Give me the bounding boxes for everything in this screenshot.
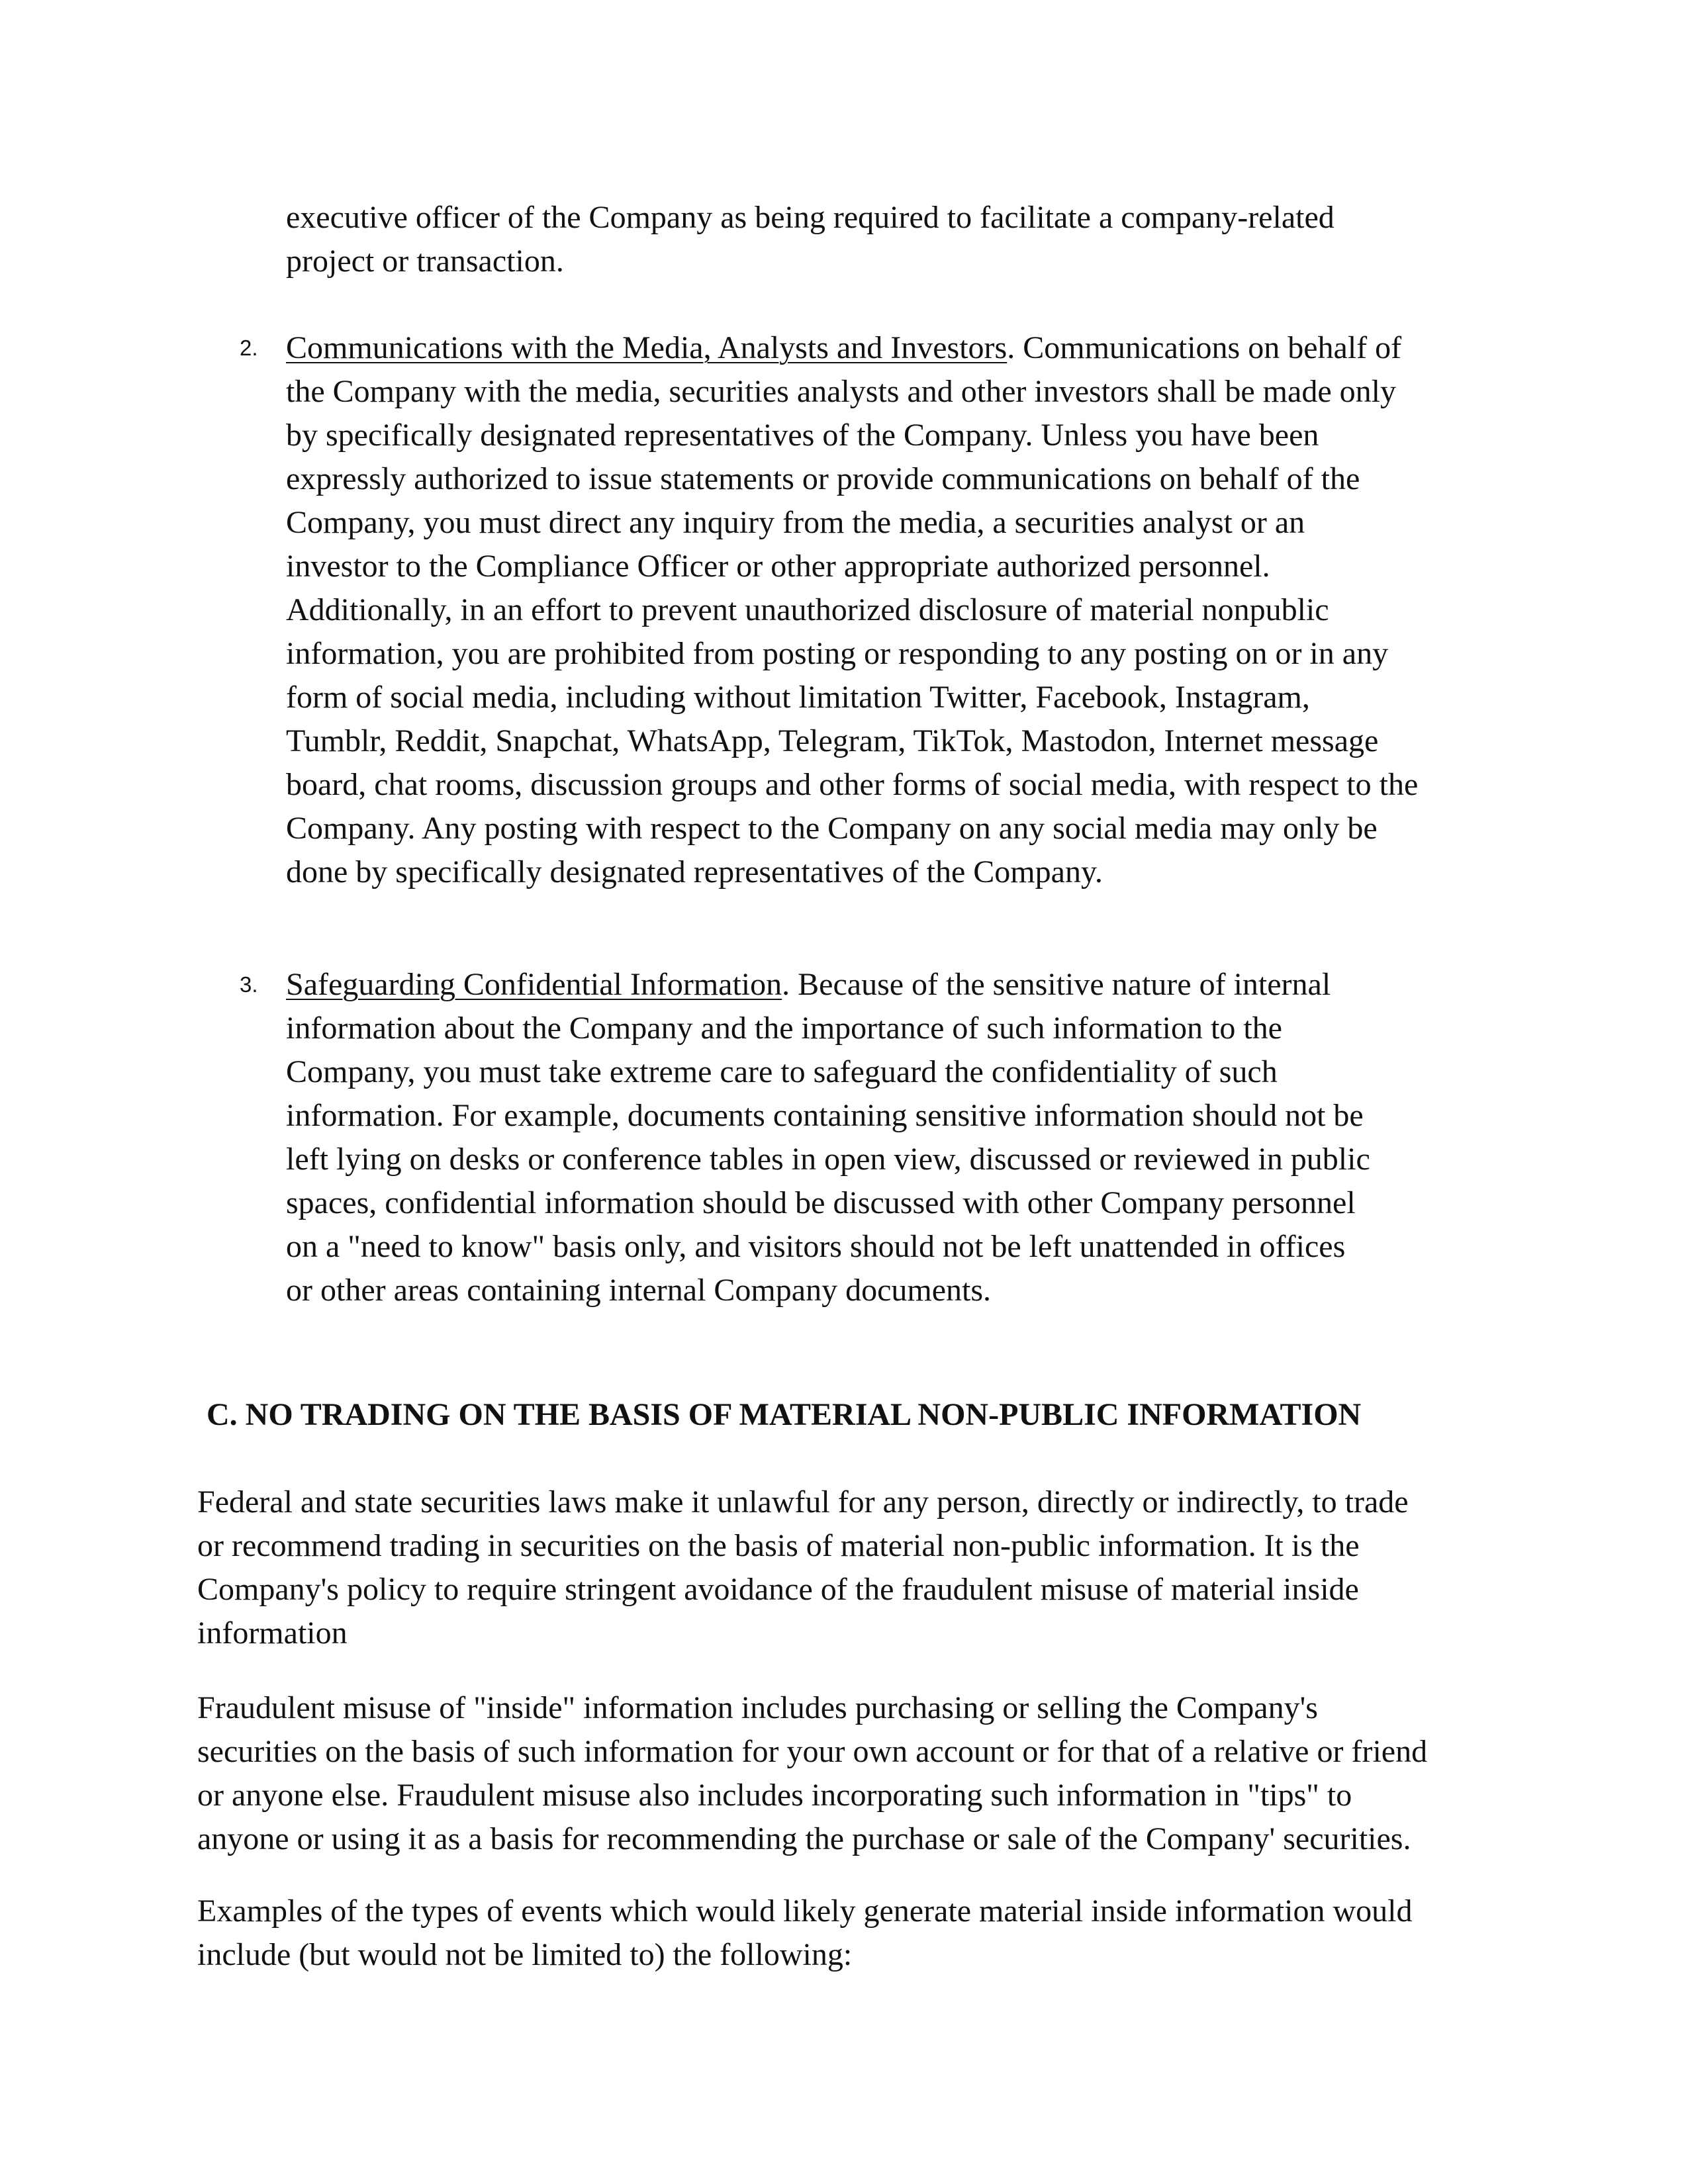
text-line: executive officer of the Company as being required to facilitate a company-related xyxy=(286,200,1335,235)
text-line: information xyxy=(197,1615,348,1651)
text-line: on a "need to know" basis only, and visitors should not be left unattended in offices xyxy=(286,1229,1346,1264)
text-line: or recommend trading in securities on the basis of material non-public information. It is the xyxy=(197,1528,1360,1563)
text-line: Tumblr, Reddit, Snapchat, WhatsApp, Telegram, TikTok, Mastodon, Internet message xyxy=(286,723,1379,758)
text-line: form of social media, including without limitation Twitter, Facebook, Instagram, xyxy=(286,680,1310,715)
text-line: information, you are prohibited from posting or responding to any posting on or in any xyxy=(286,636,1389,671)
text-line: investor to the Compliance Officer or other appropriate authorized personnel. xyxy=(286,549,1270,584)
body-paragraph xyxy=(197,1480,1409,1655)
text-line: Fraudulent misuse of "inside" information includes purchasing or selling the Company's xyxy=(197,1690,1318,1725)
text-line: Examples of the types of events which would likely generate material inside information would xyxy=(197,1893,1413,1929)
text-line: or anyone else. Fraudulent misuse also includes incorporating such information in "tips" to xyxy=(197,1778,1352,1813)
body-paragraph xyxy=(197,1686,1427,1861)
item-title: Safeguarding Confidential Information xyxy=(286,967,782,1002)
text-line: the Company with the media, securities analysts and other investors shall be made only xyxy=(286,374,1396,409)
item-first-line xyxy=(286,326,1418,370)
text-line: expressly authorized to issue statements or provide communications on behalf of the xyxy=(286,461,1360,496)
list-item-safeguarding-information xyxy=(286,963,1370,1312)
item-title: Communications with the Media, Analysts and Investors xyxy=(286,330,1008,365)
item-first-line-rest: . Communications on behalf of xyxy=(1007,330,1402,365)
text-line: Company. Any posting with respect to the Company on any social media may only be xyxy=(286,811,1378,846)
text-line: Company, you must direct any inquiry from the media, a securities analyst or an xyxy=(286,505,1305,540)
item-number: 3. xyxy=(240,972,258,997)
item-number: 2. xyxy=(240,336,258,360)
text-line: Company's policy to require stringent avoidance of the fraudulent misuse of material inside xyxy=(197,1572,1359,1607)
item-first-line xyxy=(286,963,1370,1007)
text-line: Company, you must take extreme care to safeguard the confidentiality of such xyxy=(286,1054,1278,1089)
section-heading: C. NO TRADING ON THE BASIS OF MATERIAL NON-PUBLIC INFORMATION xyxy=(207,1397,1362,1432)
text-line: by specifically designated representatives of the Company. Unless you have been xyxy=(286,418,1319,453)
text-line: project or transaction. xyxy=(286,244,564,279)
text-line: or other areas containing internal Company documents. xyxy=(286,1273,992,1308)
text-line: Additionally, in an effort to prevent unauthorized disclosure of material nonpublic xyxy=(286,592,1329,627)
text-line: Federal and state securities laws make it unlawful for any person, directly or indirectly, to trade xyxy=(197,1484,1409,1520)
continuation-paragraph xyxy=(286,196,1335,283)
text-line: done by specifically designated representatives of the Company. xyxy=(286,854,1103,889)
text-line: information about the Company and the importance of such information to the xyxy=(286,1011,1282,1046)
body-paragraph xyxy=(197,1889,1413,1977)
text-line: spaces, confidential information should be discussed with other Company personnel xyxy=(286,1185,1356,1220)
text-line: information. For example, documents containing sensitive information should not be xyxy=(286,1098,1364,1133)
text-line: board, chat rooms, discussion groups and other forms of social media, with respect to the xyxy=(286,767,1419,802)
text-line: include (but would not be limited to) the following: xyxy=(197,1937,853,1972)
list-item-media-communications xyxy=(286,326,1418,894)
item-first-line-rest: . Because of the sensitive nature of internal xyxy=(782,967,1331,1002)
text-line: securities on the basis of such information for your own account or for that of a relative or friend xyxy=(197,1734,1428,1769)
text-line: left lying on desks or conference tables in open view, discussed or reviewed in public xyxy=(286,1142,1370,1177)
text-line: anyone or using it as a basis for recommending the purchase or sale of the Company' securities. xyxy=(197,1821,1411,1856)
